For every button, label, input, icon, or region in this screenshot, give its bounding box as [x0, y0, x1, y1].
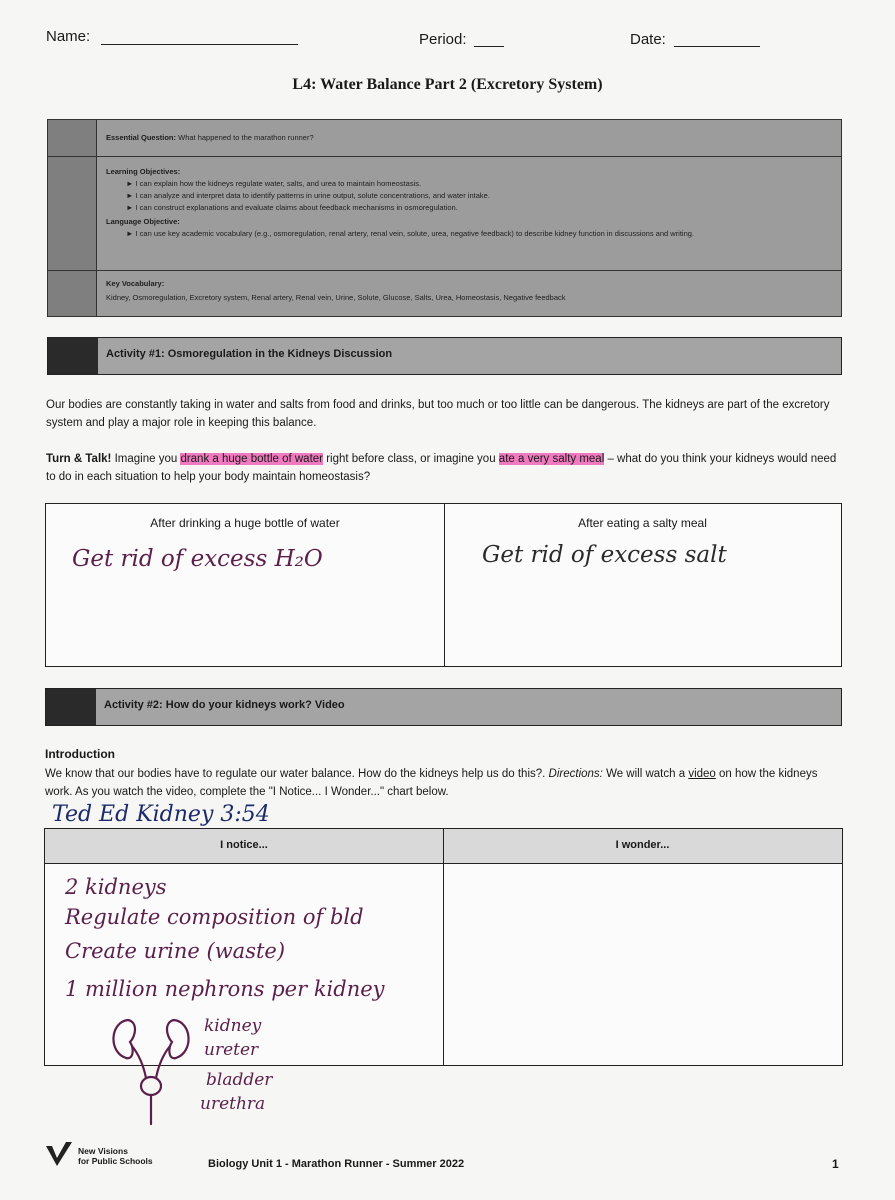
- period-field[interactable]: [474, 46, 504, 47]
- activity1-title: Activity #1: Osmoregulation in the Kidneys Discussion: [106, 348, 393, 360]
- new-visions-logo-icon: [44, 1140, 74, 1170]
- introduction-heading: Introduction: [45, 747, 115, 761]
- answer-salt[interactable]: Get rid of excess salt: [482, 542, 727, 568]
- name-field[interactable]: [101, 44, 298, 45]
- date-label: Date:: [630, 31, 666, 48]
- activity1-intro: Our bodies are constantly taking in water and salts from food and drinks, but too much or too little can be dangerous. The kidneys are part of the excretory system and play a major role in keeping this balance.: [46, 399, 830, 429]
- learning-objective-2: ► I can analyze and interpret data to identify patterns in urine output, solute concentrations, and water intake.: [126, 191, 490, 200]
- label-bladder: bladder: [206, 1070, 273, 1090]
- col-notice-header: I notice...: [220, 839, 268, 851]
- video-link[interactable]: video: [688, 768, 716, 780]
- page-number: 1: [832, 1157, 839, 1171]
- objectives-box: [47, 119, 842, 317]
- page-title: L4: Water Balance Part 2 (Excretory System): [292, 76, 603, 93]
- learning-objective-1: ► I can explain how the kidneys regulate water, salts, and urea to maintain homeostasis.: [126, 179, 422, 188]
- col-salt-header: After eating a salty meal: [578, 516, 707, 530]
- notice-1[interactable]: 2 kidneys: [65, 875, 167, 899]
- learning-objectives-label: Learning Objectives:: [106, 167, 181, 176]
- name-label: Name:: [46, 28, 91, 45]
- essential-question: Essential Question: What happened to the marathon runner?: [106, 133, 314, 142]
- language-objective-label: Language Objective:: [106, 217, 180, 226]
- notice-4[interactable]: 1 million nephrons per kidney: [65, 977, 385, 1001]
- key-vocabulary: Kidney, Osmoregulation, Excretory system, Renal artery, Renal vein, Urine, Solute, Glucose, Salts, Urea, Homeostasis, Negative feedback: [106, 293, 566, 302]
- activity1-table: [45, 503, 842, 667]
- handwritten-video-note: Ted Ed Kidney 3:54: [52, 802, 270, 827]
- notice-3[interactable]: Create urine (waste): [65, 939, 286, 963]
- activity1-header: [47, 337, 842, 375]
- highlight-water: drank a huge bottle of water: [180, 453, 324, 465]
- kidney-diagram-sketch: [100, 1012, 200, 1128]
- col-wonder-header: I wonder...: [615, 839, 670, 851]
- label-ureter: ureter: [204, 1040, 259, 1060]
- label-urethra: urethra: [200, 1094, 266, 1114]
- activity2-title: Activity #2: How do your kidneys work? Video: [104, 699, 345, 711]
- activity2-header: [45, 688, 842, 726]
- language-objective: ► I can use key academic vocabulary (e.g., osmoregulation, renal artery, renal vein, solute, urea, negative feedback) to describe kidney function in discussions and writing.: [126, 229, 695, 238]
- label-kidney: kidney: [204, 1016, 262, 1036]
- activity2-intro: We know that our bodies have to regulate our water balance. How do the kidneys help us do this?. Directions: We will watch a video on how the kidneys work. As you watch the video, complete the "I Notice... I Wonder..." chart below.: [45, 768, 818, 798]
- period-label: Period:: [419, 31, 467, 48]
- notice-2[interactable]: Regulate composition of bld: [65, 905, 364, 929]
- learning-objective-3: ► I can construct explanations and evaluate claims about feedback mechanisms in osmoregulation.: [126, 203, 458, 212]
- date-field[interactable]: [674, 46, 760, 47]
- turn-and-talk: Turn & Talk! Imagine you drank a huge bottle of water right before class, or imagine you ate a very salty meal – what do you think your kidneys would need to do in each situation to help your body maintain homeostasis?: [46, 453, 837, 483]
- answer-water[interactable]: Get rid of excess H₂O: [72, 546, 323, 572]
- logo-text: New Visions for Public Schools: [78, 1146, 153, 1166]
- footer-course: Biology Unit 1 - Marathon Runner - Summer 2022: [208, 1158, 465, 1170]
- highlight-salt: ate a very salty meal: [498, 453, 605, 465]
- col-water-header: After drinking a huge bottle of water: [150, 516, 340, 530]
- key-vocabulary-label: Key Vocabulary:: [106, 279, 165, 288]
